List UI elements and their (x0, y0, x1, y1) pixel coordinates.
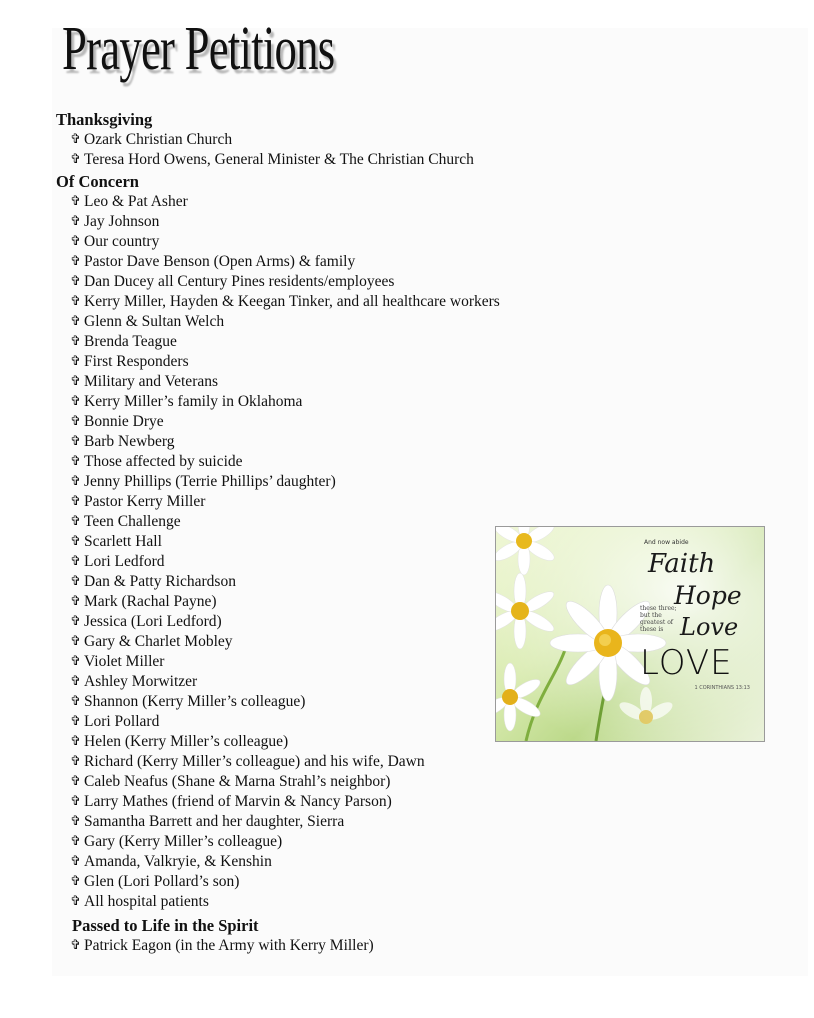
list-item (70, 936, 616, 956)
cross-icon: ✞ (70, 152, 81, 167)
cross-icon: ✞ (70, 294, 81, 309)
cross-icon: ✞ (70, 554, 81, 569)
list-item-text: Jenny Phillips (Terrie Phillips’ daughter) (84, 473, 336, 490)
cross-icon: ✞ (70, 514, 81, 529)
list-item (70, 772, 616, 792)
cross-icon: ✞ (70, 734, 81, 749)
list-item (70, 412, 616, 432)
list-item-text: Kerry Miller, Hayden & Keegan Tinker, and all healthcare workers (84, 293, 500, 310)
list-item (70, 472, 616, 492)
cross-icon: ✞ (70, 674, 81, 689)
list-item (70, 252, 616, 272)
cross-icon: ✞ (70, 394, 81, 409)
list-item (70, 352, 616, 372)
list-item (70, 372, 616, 392)
list-item-text: Those affected by suicide (84, 453, 243, 470)
cross-icon: ✞ (70, 774, 81, 789)
cross-icon: ✞ (70, 414, 81, 429)
faith-hope-love-image (495, 526, 765, 742)
list-item-text: Mark (Rachal Payne) (84, 593, 217, 610)
cross-icon: ✞ (70, 454, 81, 469)
thanksgiving-heading: Thanksgiving (56, 110, 153, 129)
word-faith: Faith (648, 549, 716, 579)
concern-heading: Of Concern (56, 172, 139, 191)
list-item (70, 292, 616, 312)
cross-icon: ✞ (70, 534, 81, 549)
list-item-text: Bonnie Drye (84, 413, 164, 430)
cross-icon: ✞ (70, 594, 81, 609)
list-item-text: Helen (Kerry Miller’s colleague) (84, 733, 289, 750)
list-item-text: Our country (84, 233, 160, 250)
list-item-text: Dan Ducey all Century Pines residents/employees (84, 273, 395, 290)
verse-text-block (640, 539, 752, 729)
list-item-text: Kerry Miller’s family in Oklahoma (84, 393, 303, 410)
list-item-text: Ashley Morwitzer (84, 673, 198, 690)
cross-icon: ✞ (70, 694, 81, 709)
list-item-text: Ozark Christian Church (84, 131, 233, 148)
cross-icon: ✞ (70, 754, 81, 769)
list-item-text: Teen Challenge (84, 513, 181, 530)
list-item (70, 130, 616, 150)
list-item-text: Pastor Kerry Miller (84, 493, 206, 510)
cross-icon: ✞ (70, 834, 81, 849)
list-item-text: Glenn & Sultan Welch (84, 313, 225, 330)
list-item (70, 812, 616, 832)
page-title: Prayer Petitions (62, 15, 335, 83)
passed-heading: Passed to Life in the Spirit (72, 916, 259, 935)
list-item (70, 232, 616, 252)
cross-icon: ✞ (70, 574, 81, 589)
cross-icon: ✞ (70, 938, 81, 953)
verse-reference: 1 CORINTHIANS 13:13 (694, 685, 750, 691)
word-hope: Hope (674, 581, 742, 610)
list-item (70, 432, 616, 452)
cross-icon: ✞ (70, 894, 81, 909)
list-item-text: First Responders (84, 353, 189, 370)
list-item-text: Gary & Charlet Mobley (84, 633, 233, 650)
cross-icon: ✞ (70, 474, 81, 489)
list-item-text: Patrick Eagon (in the Army with Kerry Miller) (84, 937, 374, 954)
list-item-text: Lori Pollard (84, 713, 160, 730)
list-item (70, 892, 616, 912)
list-item (70, 872, 616, 892)
list-item-text: Jessica (Lori Ledford) (84, 613, 222, 630)
list-item (70, 452, 616, 472)
passed-list (56, 936, 616, 956)
list-item-text: Pastor Dave Benson (Open Arms) & family (84, 253, 356, 270)
cross-icon: ✞ (70, 634, 81, 649)
list-item-text: Teresa Hord Owens, General Minister & The Christian Church (84, 151, 474, 168)
cross-icon: ✞ (70, 334, 81, 349)
cross-icon: ✞ (70, 374, 81, 389)
list-item-text: Jay Johnson (84, 213, 160, 230)
list-item-text: Amanda, Valkryie, & Kenshin (84, 853, 272, 870)
list-item (70, 832, 616, 852)
list-item-text: Samantha Barrett and her daughter, Sierra (84, 813, 345, 830)
cross-icon: ✞ (70, 654, 81, 669)
list-item (70, 212, 616, 232)
cross-icon: ✞ (70, 194, 81, 209)
list-item-text: Lori Ledford (84, 553, 165, 570)
cross-icon: ✞ (70, 614, 81, 629)
list-item-text: Gary (Kerry Miller’s colleague) (84, 833, 283, 850)
list-item (70, 752, 616, 772)
list-item (70, 192, 616, 212)
cross-icon: ✞ (70, 354, 81, 369)
list-item-text: Barb Newberg (84, 433, 175, 450)
list-item (70, 792, 616, 812)
list-item-text: Caleb Neafus (Shane & Marna Strahl’s neighbor) (84, 773, 391, 790)
word-love-large: LOVE (640, 643, 733, 683)
list-item-text: Glen (Lori Pollard’s son) (84, 873, 240, 890)
list-item-text: All hospital patients (84, 893, 209, 910)
word-love: Love (680, 613, 739, 641)
list-item-text: Violet Miller (84, 653, 165, 670)
list-item-text: Leo & Pat Asher (84, 193, 188, 210)
list-item (70, 332, 616, 352)
verse-intro: And now abide (644, 539, 689, 546)
list-item-text: Shannon (Kerry Miller’s colleague) (84, 693, 306, 710)
list-item-text: Larry Mathes (friend of Marvin & Nancy Parson) (84, 793, 392, 810)
list-item (70, 852, 616, 872)
cross-icon: ✞ (70, 274, 81, 289)
list-item-text: Richard (Kerry Miller’s colleague) and his wife, Dawn (84, 753, 425, 770)
list-item-text: Brenda Teague (84, 333, 177, 350)
cross-icon: ✞ (70, 254, 81, 269)
thanksgiving-list (56, 130, 616, 170)
cross-icon: ✞ (70, 314, 81, 329)
list-item (70, 392, 616, 412)
cross-icon: ✞ (70, 132, 81, 147)
cross-icon: ✞ (70, 814, 81, 829)
cross-icon: ✞ (70, 874, 81, 889)
cross-icon: ✞ (70, 214, 81, 229)
cross-icon: ✞ (70, 714, 81, 729)
verse-middle-text: these three; but the greatest of these is (640, 605, 677, 633)
cross-icon: ✞ (70, 854, 81, 869)
cross-icon: ✞ (70, 434, 81, 449)
list-item-text: Dan & Patty Richardson (84, 573, 236, 590)
list-item-text: Military and Veterans (84, 373, 219, 390)
cross-icon: ✞ (70, 234, 81, 249)
list-item (70, 492, 616, 512)
list-item (70, 272, 616, 292)
list-item-text: Scarlett Hall (84, 533, 162, 550)
list-item (70, 312, 616, 332)
cross-icon: ✞ (70, 794, 81, 809)
list-item (70, 150, 616, 170)
cross-icon: ✞ (70, 494, 81, 509)
